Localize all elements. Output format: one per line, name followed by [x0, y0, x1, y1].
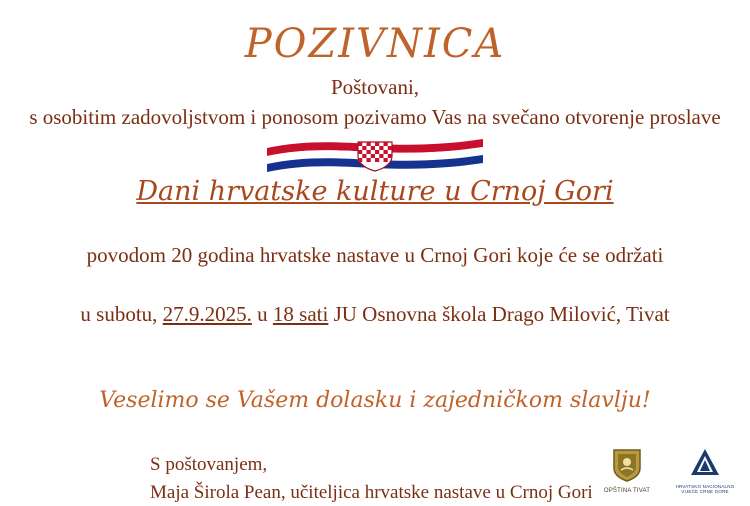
greeting-text: Poštovani,	[330, 75, 420, 99]
signoff-line-1: S poštovanjem,	[150, 454, 268, 476]
page-title: POZIVNICA	[244, 21, 506, 67]
datetime-line	[20, 301, 730, 328]
signoff-line-2: Maja Širola Pean, učiteljica hrvatske nastave u Crnoj Gori	[150, 481, 593, 503]
datetime-middle: u	[251, 302, 273, 327]
logo-row	[596, 447, 736, 495]
hnv-emblem-icon	[688, 447, 722, 479]
hnv-logo-caption: HRVATSKO NACIONALNO VIJEĆE CRNE GORE	[675, 484, 735, 495]
opstina-tivat-logo-caption: OPŠTINA TIVAT	[603, 488, 651, 495]
occasion-text: povodom 20 godina hrvatske nastave u Crnoj Gori koje će se održati	[86, 242, 664, 267]
lead-text: s osobitim zadovoljstvom i ponosom pozivamo Vas na svečano otvorenje proslave	[29, 105, 721, 130]
opstina-tivat-logo-block	[596, 448, 658, 495]
closing-invitation-text: Veselimo se Vašem dolasku i zajedničkom slavlju!	[99, 387, 651, 413]
opstina-tivat-crest-icon	[612, 448, 642, 482]
event-subtitle: Dani hrvatske kulture u Crnoj Gori	[136, 175, 614, 207]
event-date: 27.9.2025.	[162, 302, 252, 327]
croatian-flag-ribbon-icon	[265, 138, 485, 172]
datetime-prefix: u subotu,	[80, 302, 163, 327]
event-venue: JU Osnovna škola Drago Milović, Tivat	[328, 302, 670, 327]
event-time: 18 sati	[272, 302, 329, 327]
hnv-logo-block	[674, 447, 736, 495]
